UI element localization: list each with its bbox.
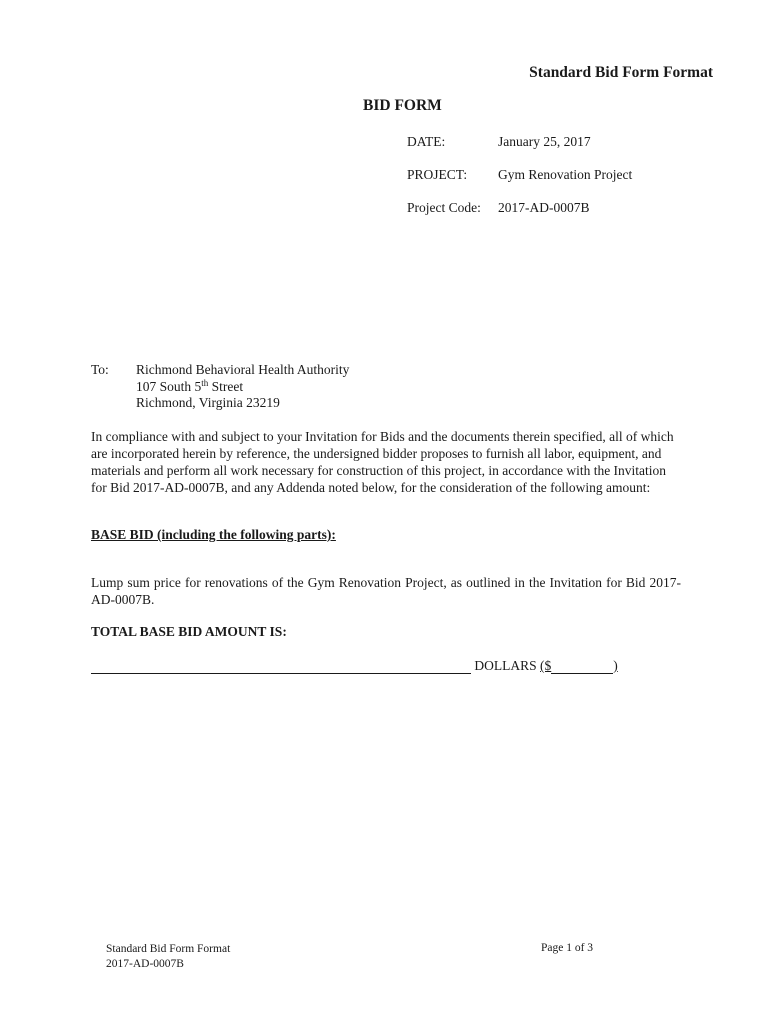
paren-close: )	[613, 658, 618, 673]
amount-figure-field[interactable]	[540, 658, 618, 673]
date-row	[407, 134, 591, 150]
page-number: Page 1 of 3	[541, 942, 594, 954]
project-code-row	[407, 200, 590, 216]
project-code-value: 2017-AD-0007B	[498, 200, 590, 215]
total-base-bid-heading: TOTAL BASE BID AMOUNT IS:	[91, 624, 287, 639]
footer-code: 2017-AD-0007B	[106, 958, 184, 970]
date-value: January 25, 2017	[498, 134, 591, 149]
recipient-name: Richmond Behavioral Health Authority	[136, 362, 350, 377]
form-title: BID FORM	[363, 97, 442, 114]
base-bid-heading: BASE BID (including the following parts):	[91, 527, 336, 542]
project-value: Gym Renovation Project	[498, 167, 633, 182]
compliance-paragraph: In compliance with and subject to your Invitation for Bids and the documents therein specified, all of which are incorporated herein by reference, the undersigned bidder proposes to furnish all labor, equipment, and materials and perform all work necessary for construction of this project, in accordance with the Invitation for Bid 2017-AD-0007B, and any Addenda noted below, for the consideration of the following amount:	[91, 429, 674, 495]
recipient-street	[136, 379, 349, 396]
project-code-label: Project Code:	[407, 200, 481, 215]
amount-figure-blank[interactable]	[551, 659, 613, 674]
project-row	[407, 167, 632, 183]
footer-left	[106, 942, 230, 972]
dollars-label: DOLLARS	[474, 658, 537, 673]
street-suffix: th	[201, 377, 209, 388]
lump-sum-paragraph: Lump sum price for renovations of the Gym Renovation Project, as outlined in the Invitation for Bid 2017-AD-0007B.	[91, 575, 681, 607]
street-number: 107 South 5	[136, 378, 202, 394]
recipient-address	[136, 362, 349, 412]
project-label: PROJECT:	[407, 167, 468, 182]
date-label: DATE:	[407, 134, 446, 149]
document-title: Standard Bid Form Format	[529, 64, 713, 81]
to-label: To:	[91, 362, 109, 377]
amount-line	[91, 658, 618, 674]
street-rest: Street	[208, 378, 244, 394]
recipient-city: Richmond, Virginia 23219	[136, 395, 280, 410]
footer-title: Standard Bid Form Format	[106, 943, 231, 955]
paren-open: ($	[540, 658, 552, 673]
amount-words-blank[interactable]	[91, 659, 471, 674]
